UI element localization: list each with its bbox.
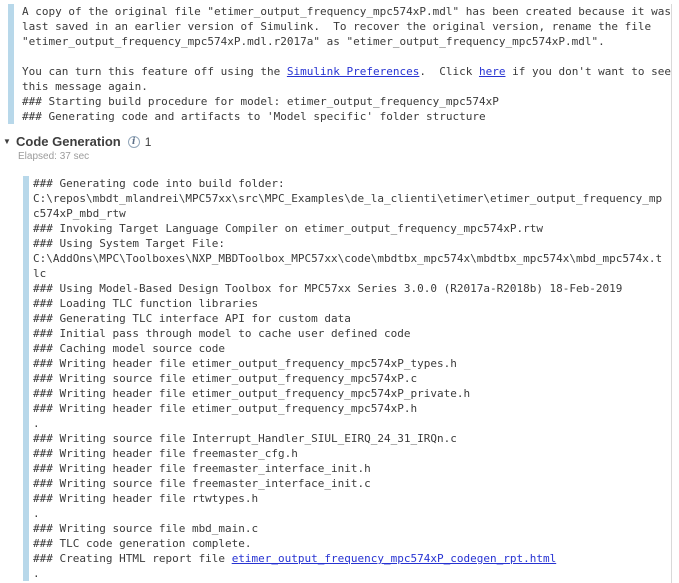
collapse-arrow-icon[interactable]: ▼	[3, 137, 11, 146]
log-line: ### Initial pass through model to cache user defined code	[33, 327, 411, 340]
log-line: ### Using System Target File:	[33, 237, 226, 250]
accent-bar	[23, 176, 29, 581]
log-line: ### Writing header file etimer_output_frequency_mpc574xP.h	[33, 402, 418, 415]
log-line: ### Generating code into build folder:	[33, 177, 285, 190]
log-line: .	[33, 417, 40, 430]
diagnostic-viewer	[0, 4, 679, 581]
panel-right-border	[671, 4, 672, 583]
log-line: ### Writing header file freemaster_cfg.h	[33, 447, 298, 460]
log-line: ### Using Model-Based Design Toolbox for MPC57xx Series 3.0.0 (R2017a-R2018b) 18-Feb-2019	[33, 282, 623, 295]
log-line: ### Writing source file freemaster_interface_init.c	[33, 477, 371, 490]
warning-line: ### Generating code and artifacts to 'Model specific' folder structure	[22, 110, 486, 123]
warning-line	[22, 49, 671, 64]
info-count-badge: 1	[144, 134, 152, 149]
accent-bar	[8, 4, 14, 124]
warning-line: A copy of the original file "etimer_output_frequency_mpc574xP.mdl" has been created because it was	[22, 5, 672, 18]
codegen-report-link[interactable]: etimer_output_frequency_mpc574xP_codegen_rpt.html	[231, 552, 557, 565]
log-line: ### Writing source file Interrupt_Handler_SIUL_EIRQ_24_31_IRQn.c	[33, 432, 457, 445]
log-line: ### Creating HTML report file etimer_output_frequency_mpc574xP_codegen_rpt.html	[33, 552, 557, 565]
info-icon: i	[128, 136, 140, 148]
warning-line: last saved in an earlier version of Simulink. To recover the original version, rename the file	[22, 20, 652, 33]
log-line: C:\AddOns\MPC\Toolboxes\NXP_MBDToolbox_MPC57xx\code\mbdtbx_mpc574x\mbdtbx_mpc574x\mbd_mpc574x.t	[33, 252, 663, 265]
log-line: ### Caching model source code	[33, 342, 226, 355]
code-generation-header[interactable]	[3, 134, 679, 149]
log-line: ### TLC code generation complete.	[33, 537, 252, 550]
elapsed-time: Elapsed: 37 sec	[18, 151, 90, 162]
log-line: ### Writing source file etimer_output_frequency_mpc574xP.c	[33, 372, 418, 385]
warning-line: this message again.	[22, 80, 148, 93]
warning-line: "etimer_output_frequency_mpc574xP.mdl.r2017a" as "etimer_output_frequency_mpc574xP.mdl".	[22, 35, 605, 48]
log-line: c574xP_mbd_rtw	[33, 207, 126, 220]
version-warning-text	[22, 4, 671, 124]
log-line: ### Writing header file freemaster_interface_init.h	[33, 462, 371, 475]
build-log-text	[33, 176, 662, 581]
log-line: ### Loading TLC function libraries	[33, 297, 259, 310]
version-warning-block	[8, 4, 679, 124]
log-line: ### Generating TLC interface API for custom data	[33, 312, 351, 325]
log-line: ### Writing header file etimer_output_frequency_mpc574xP_types.h	[33, 357, 457, 370]
stage-title: Code Generation	[16, 134, 121, 149]
build-log-block	[23, 176, 679, 581]
warning-line: You can turn this feature off using the Simulink Preferences. Click here if you don't want to see	[22, 65, 672, 78]
log-line: lc	[33, 267, 47, 280]
warning-line: ### Starting build procedure for model: etimer_output_frequency_mpc574xP	[22, 95, 499, 108]
log-line: C:\repos\mbdt_mlandrei\MPC57xx\src\MPC_Examples\de_la_clienti\etimer\etimer_output_frequency_mp	[33, 192, 663, 205]
log-line: .	[33, 507, 40, 520]
here-link[interactable]: here	[478, 65, 506, 78]
log-line: .	[33, 567, 40, 580]
simulink-preferences-link[interactable]: Simulink Preferences	[286, 65, 420, 78]
log-line: ### Invoking Target Language Compiler on etimer_output_frequency_mpc574xP.rtw	[33, 222, 543, 235]
log-line: ### Writing source file mbd_main.c	[33, 522, 259, 535]
log-line: ### Writing header file etimer_output_frequency_mpc574xP_private.h	[33, 387, 471, 400]
log-line: ### Writing header file rtwtypes.h	[33, 492, 259, 505]
